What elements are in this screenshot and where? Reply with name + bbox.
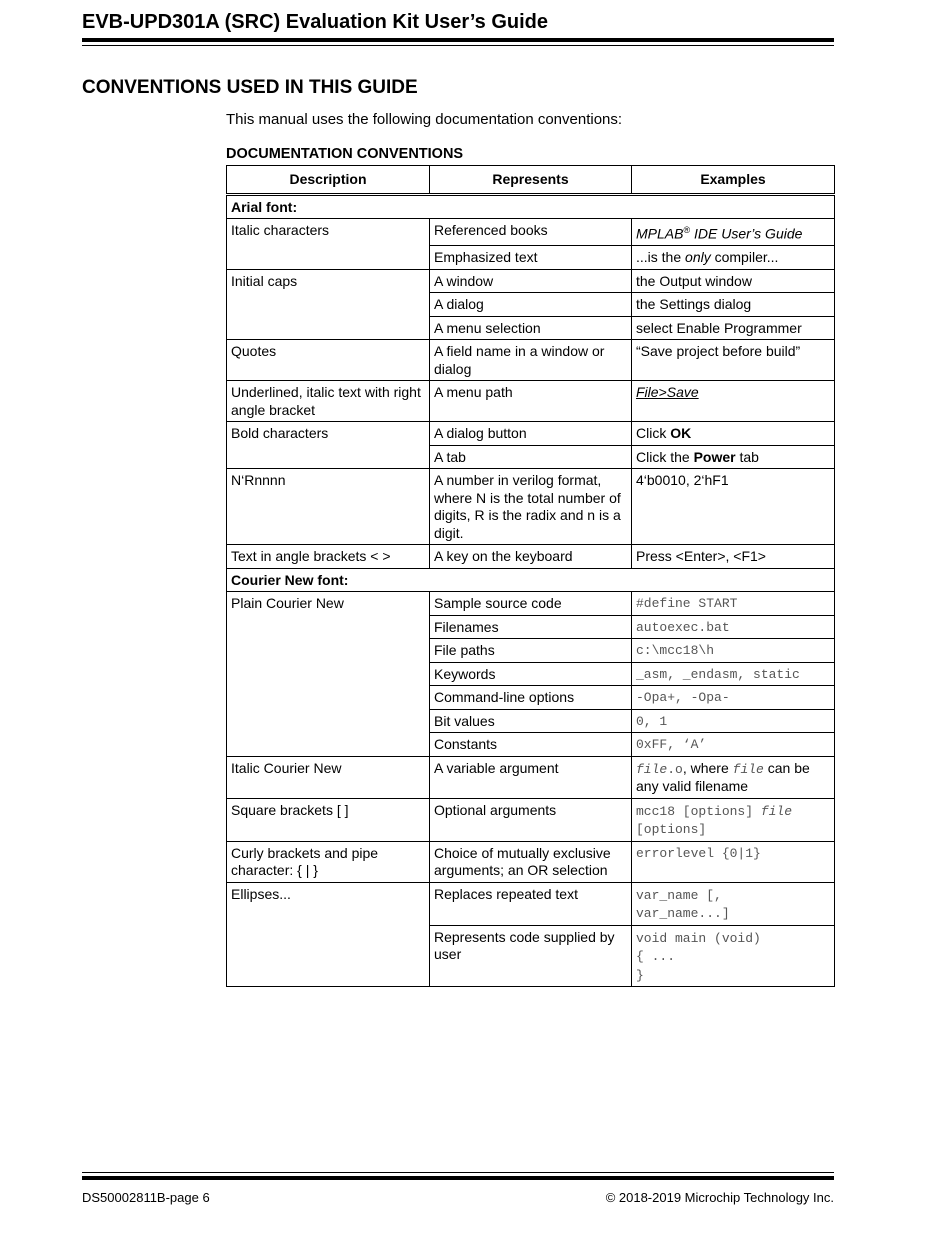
desc-cell: Initial caps bbox=[227, 269, 430, 340]
represents-cell: Referenced books bbox=[430, 219, 632, 246]
table-caption: DOCUMENTATION CONVENTIONS bbox=[226, 146, 464, 162]
example-cell bbox=[632, 381, 835, 422]
table-row bbox=[227, 269, 835, 293]
represents-cell: File paths bbox=[430, 639, 632, 663]
example-text: IDE User’s Guide bbox=[690, 225, 803, 242]
registered-mark: ® bbox=[683, 225, 691, 235]
example-text: MPLAB bbox=[636, 225, 684, 242]
example-text: OK bbox=[670, 425, 692, 442]
example-text: var_name [, bbox=[636, 887, 722, 903]
example-text: } bbox=[636, 967, 644, 983]
arial-section-label: Arial font: bbox=[227, 194, 835, 219]
section-title: CONVENTIONS USED IN THIS GUIDE bbox=[82, 77, 418, 98]
represents-cell: Optional arguments bbox=[430, 798, 632, 841]
example-cell bbox=[632, 756, 835, 798]
represents-cell: Keywords bbox=[430, 662, 632, 686]
example-text: [options] bbox=[636, 822, 707, 838]
example-text: ...is the bbox=[636, 249, 686, 266]
desc-cell: Bold characters bbox=[227, 422, 430, 469]
represents-cell: A number in verilog format, where N is the total number of digits, R is the radix and n is a digit. bbox=[430, 469, 632, 545]
table-row bbox=[227, 882, 835, 925]
header-rule-thin bbox=[82, 45, 834, 46]
conventions-table bbox=[226, 165, 835, 987]
header-examples: Examples bbox=[632, 166, 835, 195]
represents-cell: A menu selection bbox=[430, 316, 632, 340]
represents-cell: Sample source code bbox=[430, 592, 632, 616]
example-text: void main (void) bbox=[636, 930, 761, 946]
example-cell: c:\mcc18\h bbox=[632, 639, 835, 663]
example-text: compiler... bbox=[710, 249, 779, 266]
desc-cell: Ellipses... bbox=[227, 882, 430, 987]
footer-page-id: DS50002811B-page 6 bbox=[82, 1190, 210, 1205]
example-cell: the Settings dialog bbox=[632, 293, 835, 317]
example-text: Click bbox=[636, 425, 671, 442]
section-intro: This manual uses the following documentation conventions: bbox=[226, 111, 623, 128]
example-text: var_name...] bbox=[636, 906, 730, 922]
example-text: , where bbox=[682, 759, 733, 776]
represents-cell: Represents code supplied by user bbox=[430, 925, 632, 987]
example-cell bbox=[632, 798, 835, 841]
represents-cell: A dialog button bbox=[430, 422, 632, 446]
example-cell: Press <Enter>, <F1> bbox=[632, 545, 835, 569]
represents-cell: Command-line options bbox=[430, 686, 632, 710]
table-row bbox=[227, 219, 835, 246]
example-text: Power bbox=[693, 448, 736, 465]
example-text: .o bbox=[667, 761, 683, 777]
example-cell: -Opa+, -Opa- bbox=[632, 686, 835, 710]
example-cell: select Enable Programmer bbox=[632, 316, 835, 340]
header-description: Description bbox=[227, 166, 430, 195]
example-cell: 4‘b0010, 2‘hF1 bbox=[632, 469, 835, 545]
represents-cell: A key on the keyboard bbox=[430, 545, 632, 569]
table-row bbox=[227, 469, 835, 545]
example-cell: “Save project before build” bbox=[632, 340, 835, 381]
example-cell bbox=[632, 422, 835, 446]
represents-cell: Constants bbox=[430, 733, 632, 757]
footer-copyright: © 2018-2019 Microchip Technology Inc. bbox=[605, 1190, 834, 1205]
example-text: file bbox=[760, 803, 793, 819]
represents-cell: A variable argument bbox=[430, 756, 632, 798]
example-cell: #define START bbox=[632, 592, 835, 616]
example-cell: errorlevel {0|1} bbox=[632, 841, 835, 882]
represents-cell: A tab bbox=[430, 445, 632, 469]
desc-cell: Italic Courier New bbox=[227, 756, 430, 798]
table-row bbox=[227, 756, 835, 798]
desc-cell: N‘Rnnnn bbox=[227, 469, 430, 545]
courier-section-label: Courier New font: bbox=[227, 568, 835, 592]
example-cell bbox=[632, 445, 835, 469]
example-cell: _asm, _endasm, static bbox=[632, 662, 835, 686]
header-rule-thick bbox=[82, 38, 834, 42]
example-text: only bbox=[685, 249, 711, 266]
example-cell bbox=[632, 882, 835, 925]
example-cell: the Output window bbox=[632, 269, 835, 293]
represents-cell: Emphasized text bbox=[430, 246, 632, 270]
represents-cell: Choice of mutually exclusive arguments; an OR selection bbox=[430, 841, 632, 882]
table-row bbox=[227, 545, 835, 569]
table-row bbox=[227, 568, 835, 592]
footer-rule-thick bbox=[82, 1176, 834, 1180]
table-header-row bbox=[227, 166, 835, 195]
desc-cell: Curly brackets and pipe character: { | } bbox=[227, 841, 430, 882]
table-row bbox=[227, 340, 835, 381]
desc-cell: Italic characters bbox=[227, 219, 430, 270]
desc-cell: Square brackets [ ] bbox=[227, 798, 430, 841]
example-text: Click the bbox=[636, 448, 694, 465]
example-text: { ... bbox=[636, 949, 676, 965]
represents-cell: A menu path bbox=[430, 381, 632, 422]
represents-cell: A dialog bbox=[430, 293, 632, 317]
desc-cell: Text in angle brackets < > bbox=[227, 545, 430, 569]
example-text: file bbox=[732, 761, 764, 777]
example-text: file bbox=[636, 761, 668, 777]
desc-cell: Underlined, italic text with right angle bracket bbox=[227, 381, 430, 422]
represents-cell: Bit values bbox=[430, 709, 632, 733]
represents-cell: A window bbox=[430, 269, 632, 293]
table-row bbox=[227, 841, 835, 882]
table-row bbox=[227, 422, 835, 446]
table-row bbox=[227, 592, 835, 616]
example-cell: 0, 1 bbox=[632, 709, 835, 733]
example-cell bbox=[632, 925, 835, 987]
example-cell: autoexec.bat bbox=[632, 615, 835, 639]
table-row bbox=[227, 798, 835, 841]
table-row bbox=[227, 381, 835, 422]
page-header-title: EVB-UPD301A (SRC) Evaluation Kit User’s Guide bbox=[82, 11, 549, 33]
example-cell: 0xFF, ‘A’ bbox=[632, 733, 835, 757]
example-text: File>Save bbox=[636, 384, 699, 401]
represents-cell: Replaces repeated text bbox=[430, 882, 632, 925]
desc-cell: Plain Courier New bbox=[227, 592, 430, 757]
represents-cell: A field name in a window or dialog bbox=[430, 340, 632, 381]
example-text: mcc18 [options] bbox=[636, 803, 761, 819]
example-text: tab bbox=[735, 448, 759, 465]
represents-cell: Filenames bbox=[430, 615, 632, 639]
header-represents: Represents bbox=[430, 166, 632, 195]
footer-rule-thin bbox=[82, 1172, 834, 1173]
example-text: can be any valid filename bbox=[636, 759, 810, 795]
desc-cell: Quotes bbox=[227, 340, 430, 381]
example-cell bbox=[632, 219, 835, 246]
example-cell bbox=[632, 246, 835, 270]
table-row bbox=[227, 194, 835, 219]
